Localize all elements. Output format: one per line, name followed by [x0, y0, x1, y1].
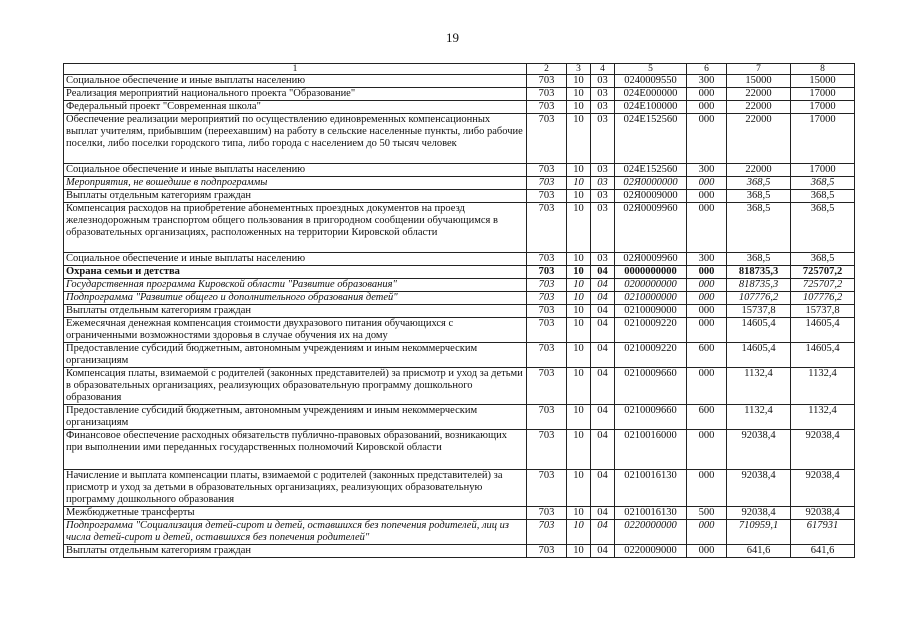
name-cell: Финансовое обеспечение расходных обязательств публично-правовых образований, возникающих при выполнении ими переданных государственных полномочий Кировской области — [64, 430, 527, 470]
table-row — [64, 266, 855, 279]
amount-year2-cell: 17000 — [791, 114, 855, 164]
amount-year2-cell: 368,5 — [791, 190, 855, 203]
page-number: 19 — [446, 30, 459, 45]
expense-type-cell: 300 — [687, 253, 727, 266]
amount-year2-cell: 725707,2 — [791, 266, 855, 279]
name-cell: Подпрограмма "Развитие общего и дополнительного образования детей" — [64, 292, 527, 305]
amount-year2-cell: 17000 — [791, 88, 855, 101]
expense-type-cell: 000 — [687, 88, 727, 101]
amount-year2-cell: 14605,4 — [791, 318, 855, 343]
admin-code-cell: 703 — [527, 305, 567, 318]
expense-type-cell: 000 — [687, 430, 727, 470]
amount-year2-cell: 725707,2 — [791, 279, 855, 292]
expense-type-cell: 000 — [687, 318, 727, 343]
amount-year1-cell: 1132,4 — [727, 368, 791, 405]
section-cell: 10 — [567, 305, 591, 318]
name-cell: Федеральный проект "Современная школа" — [64, 101, 527, 114]
section-cell: 10 — [567, 318, 591, 343]
subsection-cell: 04 — [591, 507, 615, 520]
amount-year1-cell: 107776,2 — [727, 292, 791, 305]
expense-type-cell: 000 — [687, 470, 727, 507]
expense-type-cell: 000 — [687, 101, 727, 114]
target-item-cell: 0220009000 — [615, 545, 687, 558]
section-cell: 10 — [567, 368, 591, 405]
amount-year1-cell: 1132,4 — [727, 405, 791, 430]
admin-code-cell: 703 — [527, 405, 567, 430]
expense-type-cell: 000 — [687, 190, 727, 203]
amount-year1-cell: 22000 — [727, 164, 791, 177]
expense-type-cell: 000 — [687, 520, 727, 545]
expense-type-cell: 000 — [687, 305, 727, 318]
target-item-cell: 0210009000 — [615, 305, 687, 318]
amount-year2-cell: 368,5 — [791, 203, 855, 253]
section-cell: 10 — [567, 279, 591, 292]
name-cell: Социальное обеспечение и иные выплаты населению — [64, 253, 527, 266]
amount-year2-cell: 14605,4 — [791, 343, 855, 368]
name-cell: Предоставление субсидий бюджетным, автономным учреждениям и иным некоммерческим организациям — [64, 343, 527, 368]
admin-code-cell: 703 — [527, 164, 567, 177]
amount-year1-cell: 818735,3 — [727, 279, 791, 292]
column-number-row — [64, 64, 855, 75]
subsection-cell: 04 — [591, 430, 615, 470]
target-item-cell: 0210009220 — [615, 343, 687, 368]
amount-year1-cell: 22000 — [727, 114, 791, 164]
subsection-cell: 04 — [591, 470, 615, 507]
amount-year2-cell: 17000 — [791, 101, 855, 114]
table-row — [64, 368, 855, 405]
admin-code-cell: 703 — [527, 177, 567, 190]
section-cell: 10 — [567, 405, 591, 430]
admin-code-cell: 703 — [527, 203, 567, 253]
subsection-cell: 03 — [591, 114, 615, 164]
admin-code-cell: 703 — [527, 190, 567, 203]
table-row — [64, 520, 855, 545]
admin-code-cell: 703 — [527, 545, 567, 558]
subsection-cell: 04 — [591, 292, 615, 305]
table-row — [64, 190, 855, 203]
name-cell: Предоставление субсидий бюджетным, автономным учреждениям и иным некоммерческим организациям — [64, 405, 527, 430]
table-row — [64, 253, 855, 266]
target-item-cell: 024E152560 — [615, 164, 687, 177]
expense-type-cell: 000 — [687, 279, 727, 292]
section-cell: 10 — [567, 190, 591, 203]
target-item-cell: 0210009220 — [615, 318, 687, 343]
amount-year1-cell: 92038,4 — [727, 470, 791, 507]
admin-code-cell: 703 — [527, 507, 567, 520]
name-cell: Обеспечение реализации мероприятий по осуществлению единовременных компенсационных выплат учителям, прибывшим (переехавшим) на работу в сельские населенные пункты, либо рабочие поселки, либо поселки городского типа, либо города с населением до 50 тысяч человек — [64, 114, 527, 164]
column-header: 1 — [64, 64, 527, 75]
column-header: 5 — [615, 64, 687, 75]
expense-type-cell: 000 — [687, 114, 727, 164]
target-item-cell: 0000000000 — [615, 266, 687, 279]
section-cell: 10 — [567, 101, 591, 114]
admin-code-cell: 703 — [527, 75, 567, 88]
subsection-cell: 04 — [591, 343, 615, 368]
amount-year2-cell: 15737,8 — [791, 305, 855, 318]
amount-year1-cell: 368,5 — [727, 177, 791, 190]
subsection-cell: 04 — [591, 279, 615, 292]
table-row — [64, 177, 855, 190]
name-cell: Выплаты отдельным категориям граждан — [64, 305, 527, 318]
table-row — [64, 164, 855, 177]
subsection-cell: 04 — [591, 368, 615, 405]
target-item-cell: 0210016000 — [615, 430, 687, 470]
target-item-cell: 024E100000 — [615, 101, 687, 114]
table-row — [64, 507, 855, 520]
target-item-cell: 0210009660 — [615, 405, 687, 430]
amount-year1-cell: 14605,4 — [727, 318, 791, 343]
expense-type-cell: 300 — [687, 75, 727, 88]
column-header: 8 — [791, 64, 855, 75]
section-cell: 10 — [567, 164, 591, 177]
table-row — [64, 292, 855, 305]
admin-code-cell: 703 — [527, 430, 567, 470]
target-item-cell: 02Я0000000 — [615, 177, 687, 190]
table-row — [64, 101, 855, 114]
amount-year1-cell: 368,5 — [727, 190, 791, 203]
target-item-cell: 024E000000 — [615, 88, 687, 101]
subsection-cell: 04 — [591, 305, 615, 318]
subsection-cell: 04 — [591, 266, 615, 279]
subsection-cell: 03 — [591, 88, 615, 101]
admin-code-cell: 703 — [527, 114, 567, 164]
amount-year2-cell: 92038,4 — [791, 430, 855, 470]
amount-year1-cell: 22000 — [727, 88, 791, 101]
table-row — [64, 279, 855, 292]
amount-year1-cell: 22000 — [727, 101, 791, 114]
target-item-cell: 02Я0009960 — [615, 253, 687, 266]
subsection-cell: 04 — [591, 545, 615, 558]
admin-code-cell: 703 — [527, 520, 567, 545]
table-row — [64, 318, 855, 343]
amount-year1-cell: 15000 — [727, 75, 791, 88]
name-cell: Социальное обеспечение и иные выплаты населению — [64, 164, 527, 177]
admin-code-cell: 703 — [527, 88, 567, 101]
section-cell: 10 — [567, 343, 591, 368]
target-item-cell: 0210009660 — [615, 368, 687, 405]
expense-type-cell: 500 — [687, 507, 727, 520]
section-cell: 10 — [567, 266, 591, 279]
target-item-cell: 0210000000 — [615, 292, 687, 305]
target-item-cell: 02Я0009960 — [615, 203, 687, 253]
target-item-cell: 024E152560 — [615, 114, 687, 164]
column-header: 4 — [591, 64, 615, 75]
subsection-cell: 03 — [591, 253, 615, 266]
subsection-cell: 04 — [591, 520, 615, 545]
amount-year2-cell: 368,5 — [791, 177, 855, 190]
amount-year1-cell: 641,6 — [727, 545, 791, 558]
expense-type-cell: 000 — [687, 266, 727, 279]
target-item-cell: 0200000000 — [615, 279, 687, 292]
column-header: 6 — [687, 64, 727, 75]
amount-year1-cell: 15737,8 — [727, 305, 791, 318]
amount-year1-cell: 368,5 — [727, 253, 791, 266]
amount-year1-cell: 710959,1 — [727, 520, 791, 545]
admin-code-cell: 703 — [527, 318, 567, 343]
admin-code-cell: 703 — [527, 343, 567, 368]
name-cell: Компенсация расходов на приобретение абонементных проездных документов на проезд железнодорожным транспортом общего пользования в пригородном сообщении обучающимся в образовательных организациях, расположенных на территории Кировской области — [64, 203, 527, 253]
section-cell: 10 — [567, 545, 591, 558]
table-row — [64, 305, 855, 318]
expense-type-cell: 000 — [687, 368, 727, 405]
table-row — [64, 343, 855, 368]
name-cell: Межбюджетные трансферты — [64, 507, 527, 520]
name-cell: Охрана семьи и детства — [64, 266, 527, 279]
table-row — [64, 88, 855, 101]
admin-code-cell: 703 — [527, 279, 567, 292]
amount-year2-cell: 1132,4 — [791, 368, 855, 405]
amount-year2-cell: 17000 — [791, 164, 855, 177]
amount-year2-cell: 368,5 — [791, 253, 855, 266]
subsection-cell: 03 — [591, 75, 615, 88]
table-row — [64, 405, 855, 430]
amount-year2-cell: 15000 — [791, 75, 855, 88]
name-cell: Компенсация платы, взимаемой с родителей (законных представителей) за присмотр и уход за детьми в образовательных организациях, реализующих образовательную программу дошкольного образования — [64, 368, 527, 405]
subsection-cell: 03 — [591, 101, 615, 114]
section-cell: 10 — [567, 177, 591, 190]
table-row — [64, 470, 855, 507]
budget-table — [63, 63, 855, 558]
section-cell: 10 — [567, 470, 591, 507]
admin-code-cell: 703 — [527, 266, 567, 279]
name-cell: Социальное обеспечение и иные выплаты населению — [64, 75, 527, 88]
section-cell: 10 — [567, 507, 591, 520]
expense-type-cell: 600 — [687, 405, 727, 430]
amount-year1-cell: 92038,4 — [727, 507, 791, 520]
section-cell: 10 — [567, 75, 591, 88]
column-header: 3 — [567, 64, 591, 75]
subsection-cell: 03 — [591, 164, 615, 177]
amount-year2-cell: 617931 — [791, 520, 855, 545]
amount-year1-cell: 368,5 — [727, 203, 791, 253]
target-item-cell: 0210016130 — [615, 470, 687, 507]
amount-year2-cell: 107776,2 — [791, 292, 855, 305]
expense-type-cell: 000 — [687, 177, 727, 190]
amount-year2-cell: 92038,4 — [791, 507, 855, 520]
target-item-cell: 0210016130 — [615, 507, 687, 520]
amount-year2-cell: 1132,4 — [791, 405, 855, 430]
admin-code-cell: 703 — [527, 470, 567, 507]
admin-code-cell: 703 — [527, 368, 567, 405]
subsection-cell: 04 — [591, 318, 615, 343]
column-header: 7 — [727, 64, 791, 75]
name-cell: Государственная программа Кировской области "Развитие образования" — [64, 279, 527, 292]
table-row — [64, 430, 855, 470]
expense-type-cell: 600 — [687, 343, 727, 368]
name-cell: Мероприятия, не вошедшие в подпрограммы — [64, 177, 527, 190]
section-cell: 10 — [567, 520, 591, 545]
admin-code-cell: 703 — [527, 253, 567, 266]
table-row — [64, 114, 855, 164]
expense-type-cell: 000 — [687, 203, 727, 253]
name-cell: Начисление и выплата компенсации платы, взимаемой с родителей (законных представителей) за присмотр и уход за детьми в образовательных организациях, реализующих образовательную программу дошкольного образования — [64, 470, 527, 507]
target-item-cell: 0240009550 — [615, 75, 687, 88]
admin-code-cell: 703 — [527, 101, 567, 114]
admin-code-cell: 703 — [527, 292, 567, 305]
table-row — [64, 203, 855, 253]
amount-year2-cell: 92038,4 — [791, 470, 855, 507]
name-cell: Реализация мероприятий национального проекта "Образование" — [64, 88, 527, 101]
expense-type-cell: 000 — [687, 545, 727, 558]
column-header: 2 — [527, 64, 567, 75]
section-cell: 10 — [567, 203, 591, 253]
section-cell: 10 — [567, 114, 591, 164]
name-cell: Выплаты отдельным категориям граждан — [64, 190, 527, 203]
section-cell: 10 — [567, 292, 591, 305]
target-item-cell: 0220000000 — [615, 520, 687, 545]
amount-year1-cell: 92038,4 — [727, 430, 791, 470]
subsection-cell: 03 — [591, 177, 615, 190]
subsection-cell: 03 — [591, 190, 615, 203]
name-cell: Выплаты отдельным категориям граждан — [64, 545, 527, 558]
section-cell: 10 — [567, 88, 591, 101]
subsection-cell: 03 — [591, 203, 615, 253]
subsection-cell: 04 — [591, 405, 615, 430]
section-cell: 10 — [567, 430, 591, 470]
table-row — [64, 75, 855, 88]
name-cell: Ежемесячная денежная компенсация стоимости двухразового питания обучающихся с ограниченными возможностями здоровья в случае обучения их на дому — [64, 318, 527, 343]
amount-year1-cell: 818735,3 — [727, 266, 791, 279]
amount-year2-cell: 641,6 — [791, 545, 855, 558]
expense-type-cell: 300 — [687, 164, 727, 177]
name-cell: Подпрограмма "Социализация детей-сирот и детей, оставшихся без попечения родителей, лиц из числа детей-сирот и детей, оставшихся без попечения родителей" — [64, 520, 527, 545]
expense-type-cell: 000 — [687, 292, 727, 305]
section-cell: 10 — [567, 253, 591, 266]
table-row — [64, 545, 855, 558]
amount-year1-cell: 14605,4 — [727, 343, 791, 368]
target-item-cell: 02Я0009000 — [615, 190, 687, 203]
table-body — [64, 75, 855, 558]
